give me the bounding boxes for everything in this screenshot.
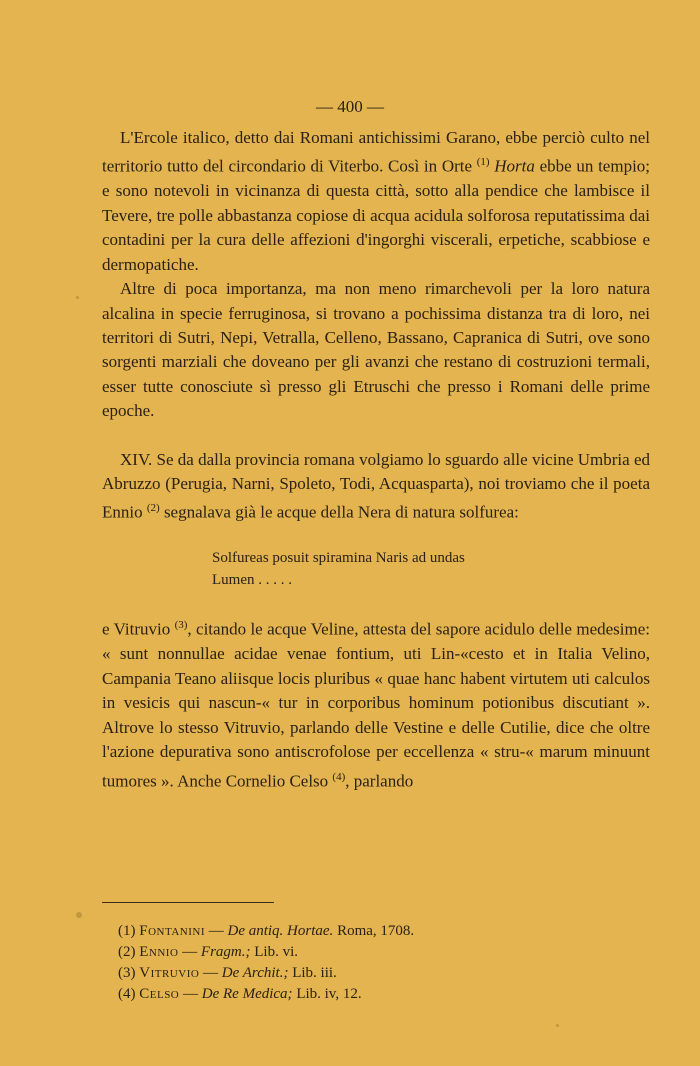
footnote-divider [102,902,274,903]
paragraph-1-rest: ebbe un tempio; e sono notevoli in vicinanza di questa città, sotto alla pendice che lambisce il Tevere, tre polle abbastanza copiose di acqua acidula solforosa reputatissima dai contadini per la cura delle affezioni d'ingorghi viscerali, erpetiche, scabbiose e dermopatiche. [102,157,651,274]
body-text [102,126,650,794]
footnote-sep: — [199,965,222,981]
vitruvio-text-3: , parlando [345,771,414,791]
footnote-author: Vitruvio [139,965,200,981]
footnote-ref-1: (1) [476,156,490,169]
quote-line-1: Solfureas posuit spiramina Naris ad undas [212,550,465,567]
footnote-mark: (4) [118,986,136,1002]
section-xiv-text: XIV. Se da dalla provincia romana volgiamo lo sguardo alle vicine Umbria ed Abruzzo (Perugia, Narni, Spoleto, Todi, Acquasparta), noi troviamo che il poeta Ennio [102,449,650,522]
footnote-title: De Re Medica; [201,986,293,1002]
section-xiv-paragraph [102,448,650,526]
footnote-mark: (2) [118,944,136,960]
quote-line-2: Lumen . . . . . [212,572,292,589]
paragraph-1 [102,126,650,277]
footnote-3 [118,963,598,984]
paragraph-2: Altre di poca importanza, ma non meno rimarchevoli per la loro natura alcalina in specie ferruginosa, si trovano a pochissima distanza tra di loro, nei territori di Sutri, Nepi, Vetralla, Celleno, Bassano, Capranica di Sutri, ove sono sorgenti marziali che doveano per gli avanzi che restano di costruzioni termali, esser tutte conosciute sì presso gli Etruschi che presso i Romani delle prime epoche. [102,279,650,421]
footnote-title: Fragm.; [200,944,251,960]
footnote-rest: Lib. iv, 12. [292,986,362,1002]
footnote-author: Fontanini [139,923,205,939]
footnotes [118,921,598,1005]
footnote-ref-2: (2) [146,502,160,515]
footnote-sep: — [179,986,202,1002]
footnote-author: Ennio [139,944,179,960]
footnote-mark: (1) [118,923,136,939]
footnote-rest: Lib. vi. [250,944,298,960]
footnote-1 [118,921,598,942]
paper-speck [76,912,82,918]
footnote-title: De Archit.; [221,965,289,981]
footnote-rest: Lib. iii. [288,965,337,981]
paper-speck [556,1024,559,1027]
vitruvio-text-2: , citando le acque Veline, attesta del sapore acidulo delle medesime: « sunt nonnullae acidae venae fontium, uti Lin-«cesto et in Italia Velino, Campania Teano aliisque locis pluribus « quae hanc habent virtutem uti calculos in vesicis qui nascun-« tur in corporibus hominum potionibus discutiant ». Altrove lo stesso Vitruvio, parlando delle Vestine e delle Cutilie, dice che oltre l'azione depurativa sono antiscrofolose per eccellenza « stru-« marum minuunt tumores ». Anche Cornelio Celso [102,620,650,791]
paragraph-1-text: L'Ercole italico, detto dai Romani antichissimi Garano, ebbe perciò culto nel territorio tutto del circondario di Viterbo. Così in Orte [102,128,650,177]
section-xiv-rest: segnalava già le acque della Nera di natura solfurea: [163,503,519,522]
footnote-4 [118,984,598,1005]
paragraph-vitruvio [102,613,650,793]
page-number: — 400 — [316,97,384,116]
footnote-rest: Roma, 1708. [333,923,415,939]
footnote-ref-4: (4) [332,770,346,783]
horta-italic: Horta [494,157,535,177]
paper-speck [76,296,79,299]
footnote-sep: — [178,944,201,960]
footnote-author: Celso [139,986,180,1002]
footnote-ref-3: (3) [174,619,188,632]
ennio-quotation [212,547,650,591]
footnote-sep: — [204,923,228,939]
footnote-mark: (3) [118,965,136,981]
footnote-2 [118,942,598,963]
vitruvio-text-1: e Vitruvio [102,620,171,640]
footnote-title: De antiq. Hortae. [227,923,334,939]
